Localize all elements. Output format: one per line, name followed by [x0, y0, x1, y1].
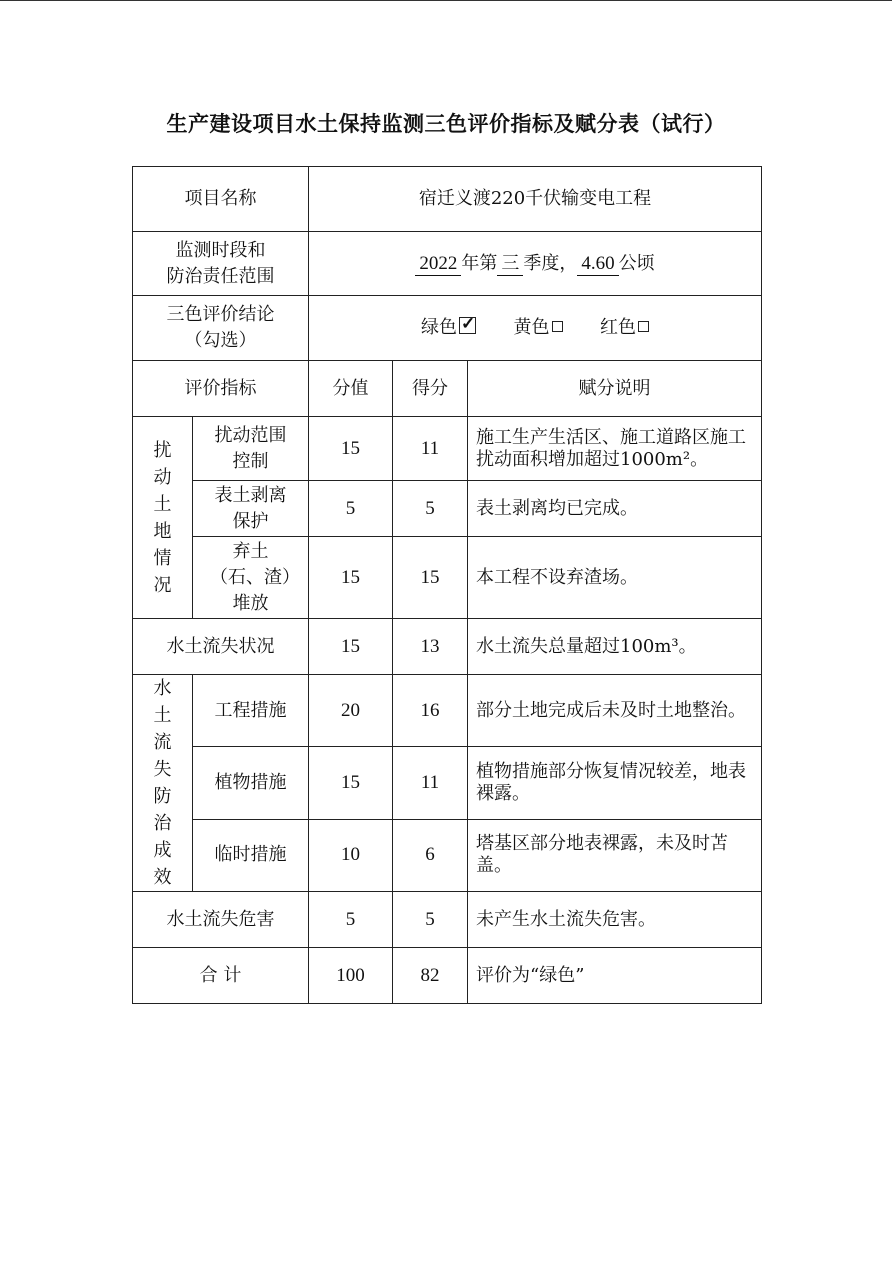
table-row [133, 481, 762, 537]
period-label-line2: 防治责任范围 [166, 265, 275, 287]
row-value: 20 [309, 675, 393, 747]
period-quarter: 三 [497, 253, 523, 276]
header-row [133, 361, 762, 417]
green-option-label: 绿色 [421, 317, 458, 338]
conclusion-row [133, 296, 762, 361]
row-note: 本工程不设弃渣场。 [468, 537, 762, 619]
row-score: 16 [393, 675, 468, 747]
total-note: 评价为“绿色” [468, 948, 762, 1004]
row-name: 工程措施 [193, 675, 309, 747]
row-name: 临时措施 [193, 819, 309, 891]
row-value: 15 [309, 417, 393, 481]
table-row [133, 675, 762, 747]
row-value: 15 [309, 537, 393, 619]
conclusion-label-line1: 三色评价结论 [166, 304, 275, 325]
top-border-line [0, 0, 892, 1]
row-name: 水土流失危害 [133, 892, 309, 948]
header-score-got: 得分 [393, 361, 468, 417]
row-value: 10 [309, 819, 393, 891]
row-name: 表土剥离保护 [193, 481, 309, 537]
yellow-checkbox-icon[interactable] [552, 321, 563, 332]
period-year-suffix: 年第 [461, 252, 498, 274]
group-disturbance-label: 扰动土地情况 [133, 417, 193, 619]
header-indicator: 评价指标 [133, 361, 309, 417]
page-title: 生产建设项目水土保持监测三色评价指标及赋分表（试行） [166, 111, 726, 136]
row-note: 施工生产生活区、施工道路区施工扰动面积增加超过1000m²。 [468, 417, 762, 481]
total-value: 100 [309, 948, 393, 1004]
total-score: 82 [393, 948, 468, 1004]
evaluation-table [132, 166, 762, 1004]
row-note: 植物措施部分恢复情况较差，地表裸露。 [468, 747, 762, 819]
row-value: 5 [309, 481, 393, 537]
conclusion-label-line2: （勾选） [184, 330, 257, 351]
row-score: 15 [393, 537, 468, 619]
conclusion-options [309, 296, 762, 361]
period-area-unit: 公顷 [618, 252, 655, 274]
period-year: 2022 [415, 253, 461, 276]
table-row [133, 537, 762, 619]
row-note: 水土流失总量超过100m³。 [468, 619, 762, 675]
project-name-value: 宿迁义渡220千伏输变电工程 [309, 167, 762, 232]
yellow-option-label: 黄色 [513, 317, 550, 338]
row-note: 未产生水土流失危害。 [468, 892, 762, 948]
table-row [133, 819, 762, 891]
row-note: 表土剥离均已完成。 [468, 481, 762, 537]
project-name-label: 项目名称 [133, 167, 309, 232]
table-row [133, 417, 762, 481]
red-checkbox-icon[interactable] [638, 321, 649, 332]
row-score: 13 [393, 619, 468, 675]
row-score: 5 [393, 892, 468, 948]
row-note: 塔基区部分地表裸露，未及时苫盖。 [468, 819, 762, 891]
red-option-label: 红色 [599, 317, 636, 338]
period-area: 4.60 [577, 253, 618, 276]
total-row [133, 948, 762, 1004]
row-value: 5 [309, 892, 393, 948]
row-value: 15 [309, 619, 393, 675]
header-score-value: 分值 [309, 361, 393, 417]
group-prevention-label: 水土流失防治成效 [133, 675, 193, 892]
period-row [133, 232, 762, 296]
row-score: 5 [393, 481, 468, 537]
period-label [133, 232, 309, 296]
row-score: 6 [393, 819, 468, 891]
header-explanation: 赋分说明 [468, 361, 762, 417]
total-label: 合 计 [133, 948, 309, 1004]
row-note: 部分土地完成后未及时土地整治。 [468, 675, 762, 747]
table-row [133, 892, 762, 948]
conclusion-label [133, 296, 309, 361]
period-value [309, 232, 762, 296]
row-name: 水土流失状况 [133, 619, 309, 675]
row-name: 植物措施 [193, 747, 309, 819]
row-name: 扰动范围控制 [193, 417, 309, 481]
project-row [133, 167, 762, 232]
row-value: 15 [309, 747, 393, 819]
table-row [133, 619, 762, 675]
row-score: 11 [393, 747, 468, 819]
table-row [133, 747, 762, 819]
row-score: 11 [393, 417, 468, 481]
period-quarter-suffix: 季度， [523, 252, 578, 274]
row-name: 弃土（石、渣）堆放 [193, 537, 309, 619]
green-checkbox-checked-icon[interactable] [459, 317, 476, 334]
period-label-line1: 监测时段和 [175, 239, 266, 261]
